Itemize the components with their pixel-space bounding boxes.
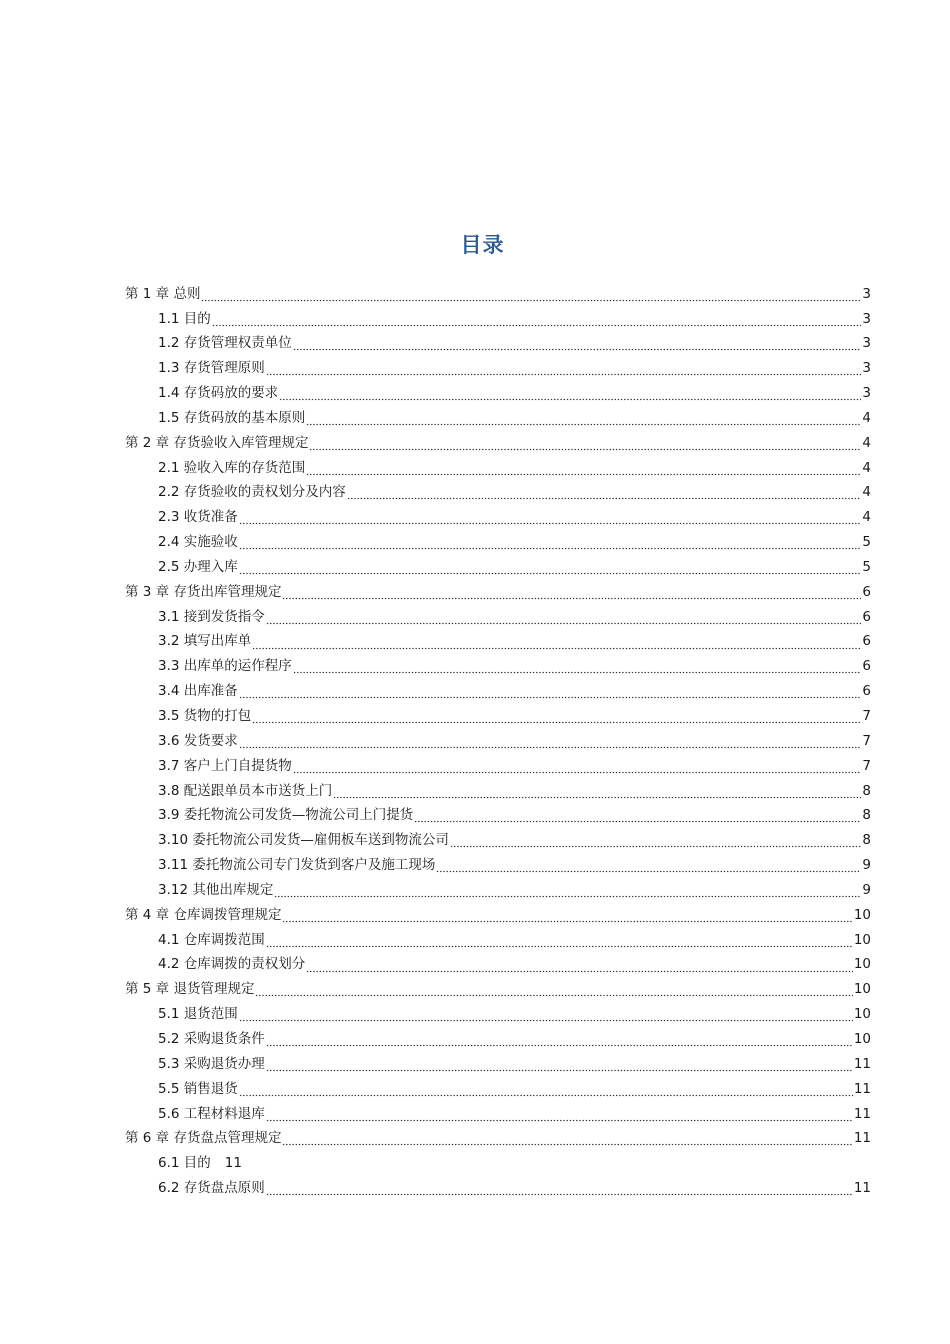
toc-section-entry[interactable] [125,406,871,431]
toc-entry-label: 1.2 存货管理权责单位 [158,335,292,352]
toc-entry-page-number: 4 [862,434,871,451]
toc-section-entry[interactable] [125,1002,871,1027]
toc-section-entry[interactable] [125,357,871,382]
toc-entry-page-number: 7 [862,708,871,725]
toc-entry-label: 5.5 销售退货 [158,1080,238,1097]
toc-chapter-entry[interactable] [125,282,871,307]
toc-section-entry[interactable] [125,1102,871,1127]
toc-entry-page-number: 3 [862,285,871,302]
toc-section-entry[interactable] [125,878,871,903]
toc-section-entry[interactable] [125,381,871,406]
toc-dot-leader [306,463,861,476]
toc-dot-leader [333,786,861,799]
toc-entry-page-number: 4 [862,459,871,476]
toc-entry-page-number: 10 [853,1006,871,1023]
toc-section-entry[interactable] [125,530,871,555]
toc-entry-label: 4.1 仓库调拨范围 [158,931,265,948]
toc-dot-leader [266,1183,853,1196]
toc-section-entry[interactable] [125,506,871,531]
toc-dot-leader [239,686,862,699]
toc-title: 目录 [460,233,505,257]
toc-entry-label: 3.7 客户上门自提货物 [158,757,292,774]
toc-dot-leader [239,1084,853,1097]
toc-dot-leader [239,562,862,575]
toc-dot-leader [252,637,861,650]
toc-section-entry[interactable] [125,655,871,680]
toc-entry-label: 第 1 章 总则 [125,285,201,302]
toc-entry-page-number: 6 [862,683,871,700]
toc-entry-label: 1.4 存货码放的要求 [158,385,279,402]
toc-dot-leader [255,985,852,998]
toc-entry-page-number: 4 [862,484,871,501]
toc-entry-page-number: 11 [853,1130,871,1147]
toc-entry-label: 3.10 委托物流公司发货—雇佣板车送到物流公司 [158,832,449,849]
toc-entry-page-number: 3 [862,385,871,402]
toc-section-entry[interactable] [125,928,871,953]
toc-entry-label: 3.1 接到发货指令 [158,608,265,625]
toc-entry-label: 2.2 存货验收的责权划分及内容 [158,484,346,501]
toc-dot-leader [239,513,862,526]
toc-section-entry[interactable] [125,779,871,804]
toc-entry-page-number: 8 [862,782,871,799]
toc-entry-page-number: 10 [853,931,871,948]
toc-section-entry[interactable] [125,1077,871,1102]
toc-section-entry[interactable] [125,456,871,481]
toc-dot-leader [266,363,862,376]
toc-entry-page-number: 7 [862,757,871,774]
toc-dot-leader [293,761,862,774]
toc-entry-page-number: 11 [853,1105,871,1122]
toc-dot-leader [282,587,861,600]
toc-entry-page-number: 3 [862,335,871,352]
toc-entry-label: 3.3 出库单的运作程序 [158,658,292,675]
toc-chapter-entry[interactable] [125,580,871,605]
toc-entry-label: 3.11 委托物流公司专门发货到客户及施工现场 [158,857,436,874]
toc-dot-leader [279,388,861,401]
toc-entry-page-number: 9 [862,857,871,874]
toc-entry-label: 3.2 填写出库单 [158,633,252,650]
toc-entry-page-number: 11 [853,1180,871,1197]
toc-chapter-entry[interactable] [125,903,871,928]
toc-entry-page-number: 10 [853,906,871,923]
toc-dot-leader [347,488,862,501]
toc-dot-leader [266,612,862,625]
toc-entry-page-number: 4 [862,509,871,526]
toc-dot-leader [282,910,852,923]
toc-dot-leader [309,438,861,451]
toc-section-entry[interactable] [125,680,871,705]
toc-entry-label: 第 2 章 存货验收入库管理规定 [125,434,309,451]
toc-entry-label: 4.2 仓库调拨的责权划分 [158,956,306,973]
toc-entry-label: 第 4 章 仓库调拨管理规定 [125,906,282,923]
toc-entry-label: 1.3 存货管理原则 [158,360,265,377]
toc-section-entry[interactable] [125,1027,871,1052]
toc-entry-label: 3.5 货物的打包 [158,708,252,725]
toc-dot-leader [266,1034,853,1047]
toc-entry-label: 3.12 其他出库规定 [158,881,274,898]
toc-section-entry[interactable] [125,481,871,506]
toc-entry-label: 3.9 委托物流公司发货—物流公司上门提货 [158,807,414,824]
toc-section-entry[interactable] [125,704,871,729]
toc-entry-page-number: 6 [862,583,871,600]
toc-section-entry[interactable] [125,1176,871,1201]
toc-section-entry[interactable] [125,1152,871,1177]
toc-entry-page-number: 4 [862,409,871,426]
toc-section-entry[interactable] [125,1052,871,1077]
toc-entry-label: 3.6 发货要求 [158,732,238,749]
toc-entry-page-number: 6 [862,658,871,675]
toc-section-entry[interactable] [125,605,871,630]
toc-entry-page-number: 5 [862,558,871,575]
toc-entry-label: 6.2 存货盘点原则 [158,1180,265,1197]
toc-entry-page-number: 6 [862,633,871,650]
toc-dot-leader [266,935,853,948]
toc-chapter-entry[interactable] [125,978,871,1003]
toc-entry-label: 1.1 目的 [158,310,211,327]
toc-entry-label: 5.1 退货范围 [158,1006,238,1023]
toc-section-entry[interactable] [125,804,871,829]
toc-section-entry[interactable] [125,307,871,332]
toc-entry-page-number: 8 [862,832,871,849]
toc-section-entry[interactable] [125,630,871,655]
toc-dot-leader [274,885,861,898]
toc-entry-page-number: 5 [862,534,871,551]
toc-entry-page-number: 9 [862,881,871,898]
toc-entry-label: 5.6 工程材料退库 [158,1105,265,1122]
toc-entry-page-number: 10 [853,956,871,973]
toc-entry-page-number: 3 [862,360,871,377]
toc-dot-leader [212,314,862,327]
toc-entry-label: 2.3 收货准备 [158,509,238,526]
toc-section-entry[interactable] [125,555,871,580]
toc-entry-label: 5.2 采购退货条件 [158,1030,265,1047]
toc-entry-page-number: 3 [862,310,871,327]
toc-entry-label: 1.5 存货码放的基本原则 [158,409,306,426]
toc-section-entry[interactable] [125,332,871,357]
toc-entry-label: 2.4 实施验收 [158,534,238,551]
toc-entry-label: 第 3 章 存货出库管理规定 [125,583,282,600]
toc-section-entry[interactable] [125,754,871,779]
toc-dot-leader [293,662,862,675]
toc-entry-page-number: 6 [862,608,871,625]
toc-dot-leader [266,1109,853,1122]
table-of-contents [125,282,871,1201]
toc-entry-label: 第 6 章 存货盘点管理规定 [125,1130,282,1147]
toc-entry-page-number: 11 [853,1080,871,1097]
toc-entry-page-number: 10 [853,1030,871,1047]
toc-section-entry[interactable] [125,829,871,854]
toc-section-entry[interactable] [125,729,871,754]
toc-chapter-entry[interactable] [125,1127,871,1152]
toc-entry-page-number: 7 [862,732,871,749]
toc-entry-page-number: 8 [862,807,871,824]
toc-dot-leader [306,960,853,973]
toc-section-entry[interactable] [125,853,871,878]
toc-dot-leader [282,1134,852,1147]
toc-dot-leader [436,860,861,873]
toc-section-entry[interactable] [125,953,871,978]
toc-dot-leader [239,537,862,550]
toc-dot-leader [239,736,862,749]
toc-chapter-entry[interactable] [125,431,871,456]
toc-dot-leader [450,835,862,848]
toc-dot-leader [414,811,861,824]
toc-dot-leader [266,1059,853,1072]
toc-entry-label: 5.3 采购退货办理 [158,1055,265,1072]
toc-dot-leader [252,711,861,724]
toc-entry-label: 2.1 验收入库的存货范围 [158,459,306,476]
toc-dot-leader [239,1009,853,1022]
toc-dot-leader [201,289,861,302]
toc-entry-label: 2.5 办理入库 [158,558,238,575]
toc-entry-page-number: 11 [853,1055,871,1072]
toc-dot-leader [293,339,862,352]
toc-entry-label: 3.8 配送跟单员本市送货上门 [158,782,333,799]
toc-entry-label: 第 5 章 退货管理规定 [125,981,255,998]
toc-entry-page-number: 11 [224,1155,242,1172]
toc-dot-leader [306,413,861,426]
toc-entry-label: 3.4 出库准备 [158,683,238,700]
toc-entry-label: 6.1 目的 [158,1155,211,1172]
toc-entry-page-number: 10 [853,981,871,998]
